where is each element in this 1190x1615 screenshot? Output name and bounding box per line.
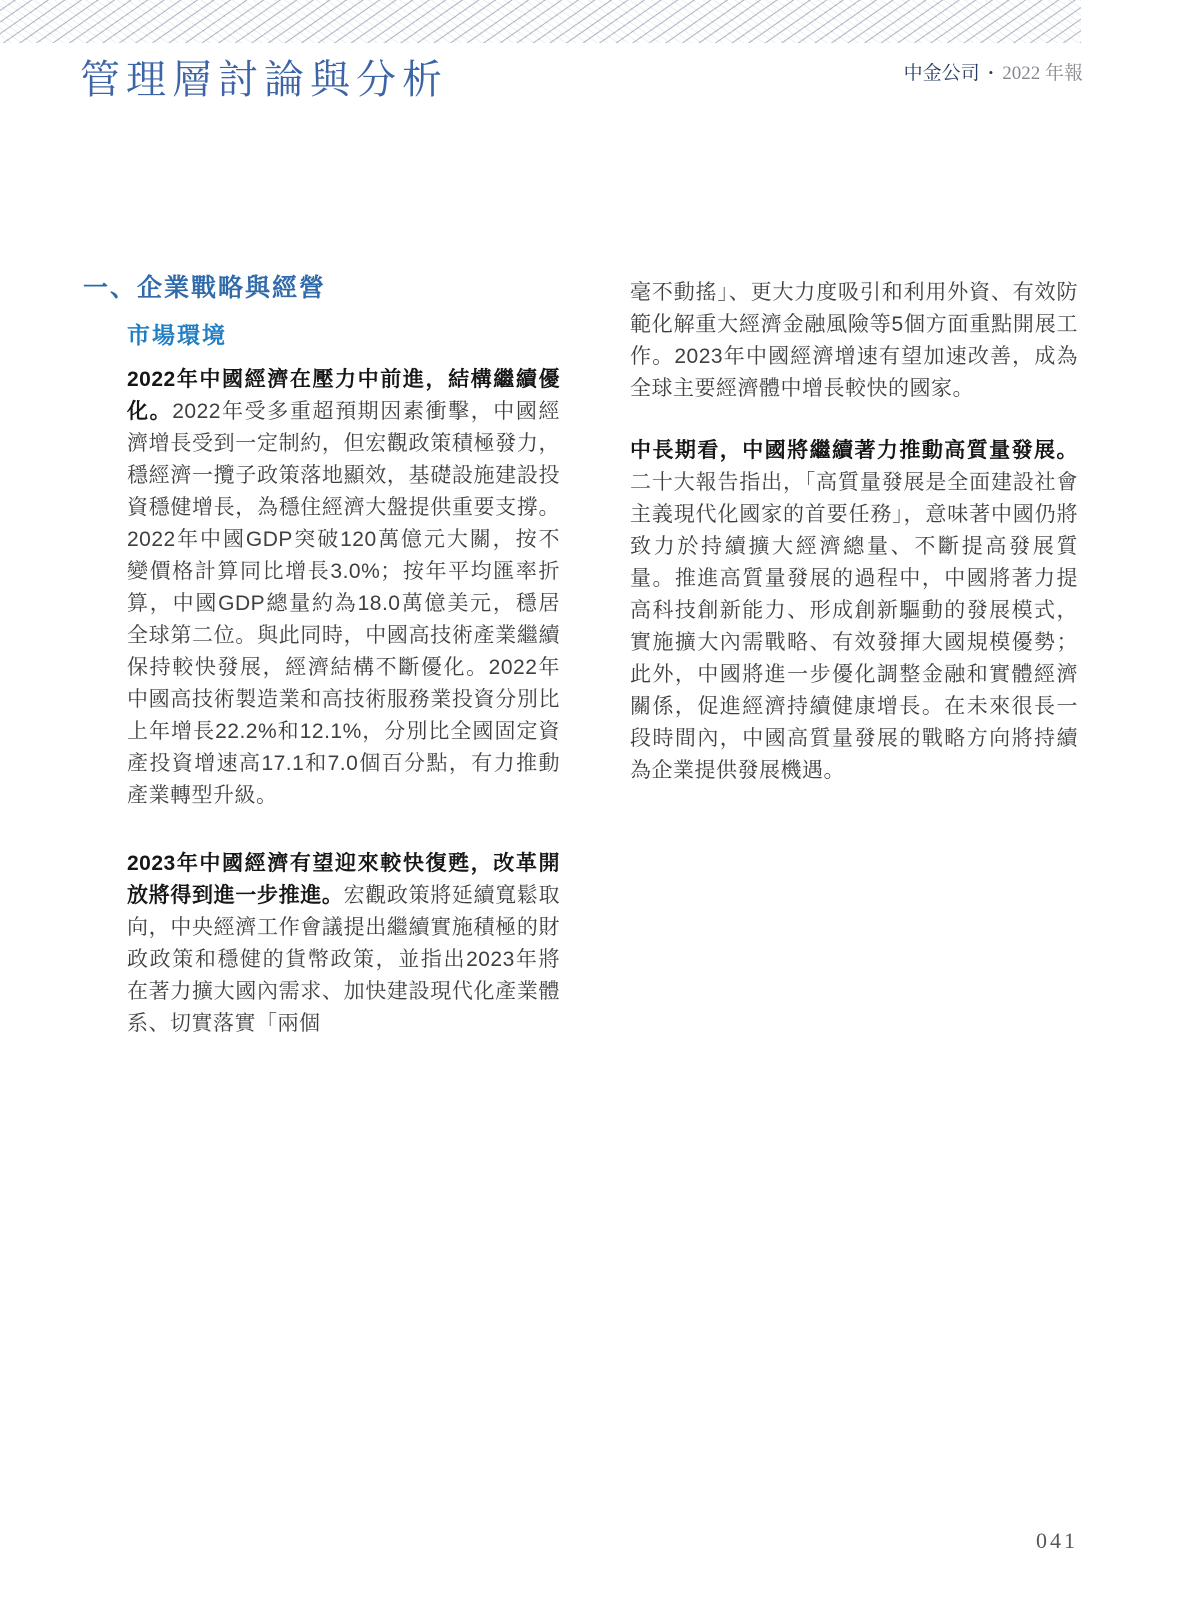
paragraph-lead: 2023年中國經濟有望迎來較快復甦，改革開放將得到進一步推進。: [127, 852, 560, 907]
paragraph-outlook-2023: [127, 848, 560, 1040]
section-heading: 一、企業戰略與經營: [83, 274, 327, 302]
two-column-body: [83, 274, 1078, 1040]
report-brand: [904, 61, 1083, 86]
paragraph-body: 二十大報告指出，「高質量發展是全面建設社會主義現代化國家的首要任務」，意味著中國仍將致力於持續擴大經濟總量、不斷提高發展質量。推進高質量發展的過程中，中國將著力提高科技創新能力、形成創新驅動的發展模式，實施擴大內需戰略、有效發揮大國規模優勢；此外，中國將進一步優化調整金融和實體經濟關係，促進經濟持續健康增長。在未來很長一段時間內，中國高質量發展的戰略方向將持續為企業提供發展機遇。: [630, 471, 1078, 782]
page-title: 管理層討論與分析: [80, 57, 448, 102]
paragraph-outlook-continued: [630, 277, 1078, 405]
left-column: [83, 274, 560, 1040]
brand-edition: 2022 年報: [1002, 63, 1083, 84]
page-number: 041: [1036, 1528, 1078, 1553]
subsection-heading: 市場環境: [127, 322, 227, 348]
paragraph-lead: 中長期看，中國將繼續著力推動高質量發展。: [630, 439, 1078, 462]
paragraph-body: 宏觀政策將延續寬鬆取向，中央經濟工作會議提出繼續實施積極的財政政策和穩健的貨幣政策，並指出2023年將在著力擴大國內需求、加快建設現代化產業體系、切實落實「兩個: [127, 884, 560, 1035]
brand-company: 中金公司: [903, 63, 980, 84]
paragraph-body: 毫不動搖」、更大力度吸引和利用外資、有效防範化解重大經濟金融風險等5個方面重點開展工作。2023年中國經濟增速有望加速改善，成為全球主要經濟體中增長較快的國家。: [630, 281, 1078, 400]
paragraph-long-term: [630, 435, 1078, 787]
brand-separator-bullet: •: [988, 65, 994, 80]
right-column: [630, 274, 1078, 1040]
paragraph-lead: 2022年中國經濟在壓力中前進，結構繼續優化。: [127, 368, 560, 423]
paragraph-market-2022: [127, 364, 560, 812]
paragraph-body: 2022年受多重超預期因素衝擊，中國經濟增長受到一定制約，但宏觀政策積極發力，穩經濟一攬子政策落地顯效，基礎設施建設投資穩健增長，為穩住經濟大盤提供重要支撐。2022年中國GDP突破120萬億元大關，按不變價格計算同比增長3.0%；按年平均匯率折算，中國GDP總量約為18.0萬億美元，穩居全球第二位。與此同時，中國高技術產業繼續保持較快發展，經濟結構不斷優化。2022年中國高技術製造業和高技術服務業投資分別比上年增長22.2%和12.1%，分別比全國固定資產投資增速高17.1和7.0個百分點，有力推動產業轉型升級。: [127, 400, 561, 807]
hatch-band-decoration: [0, 0, 1081, 43]
